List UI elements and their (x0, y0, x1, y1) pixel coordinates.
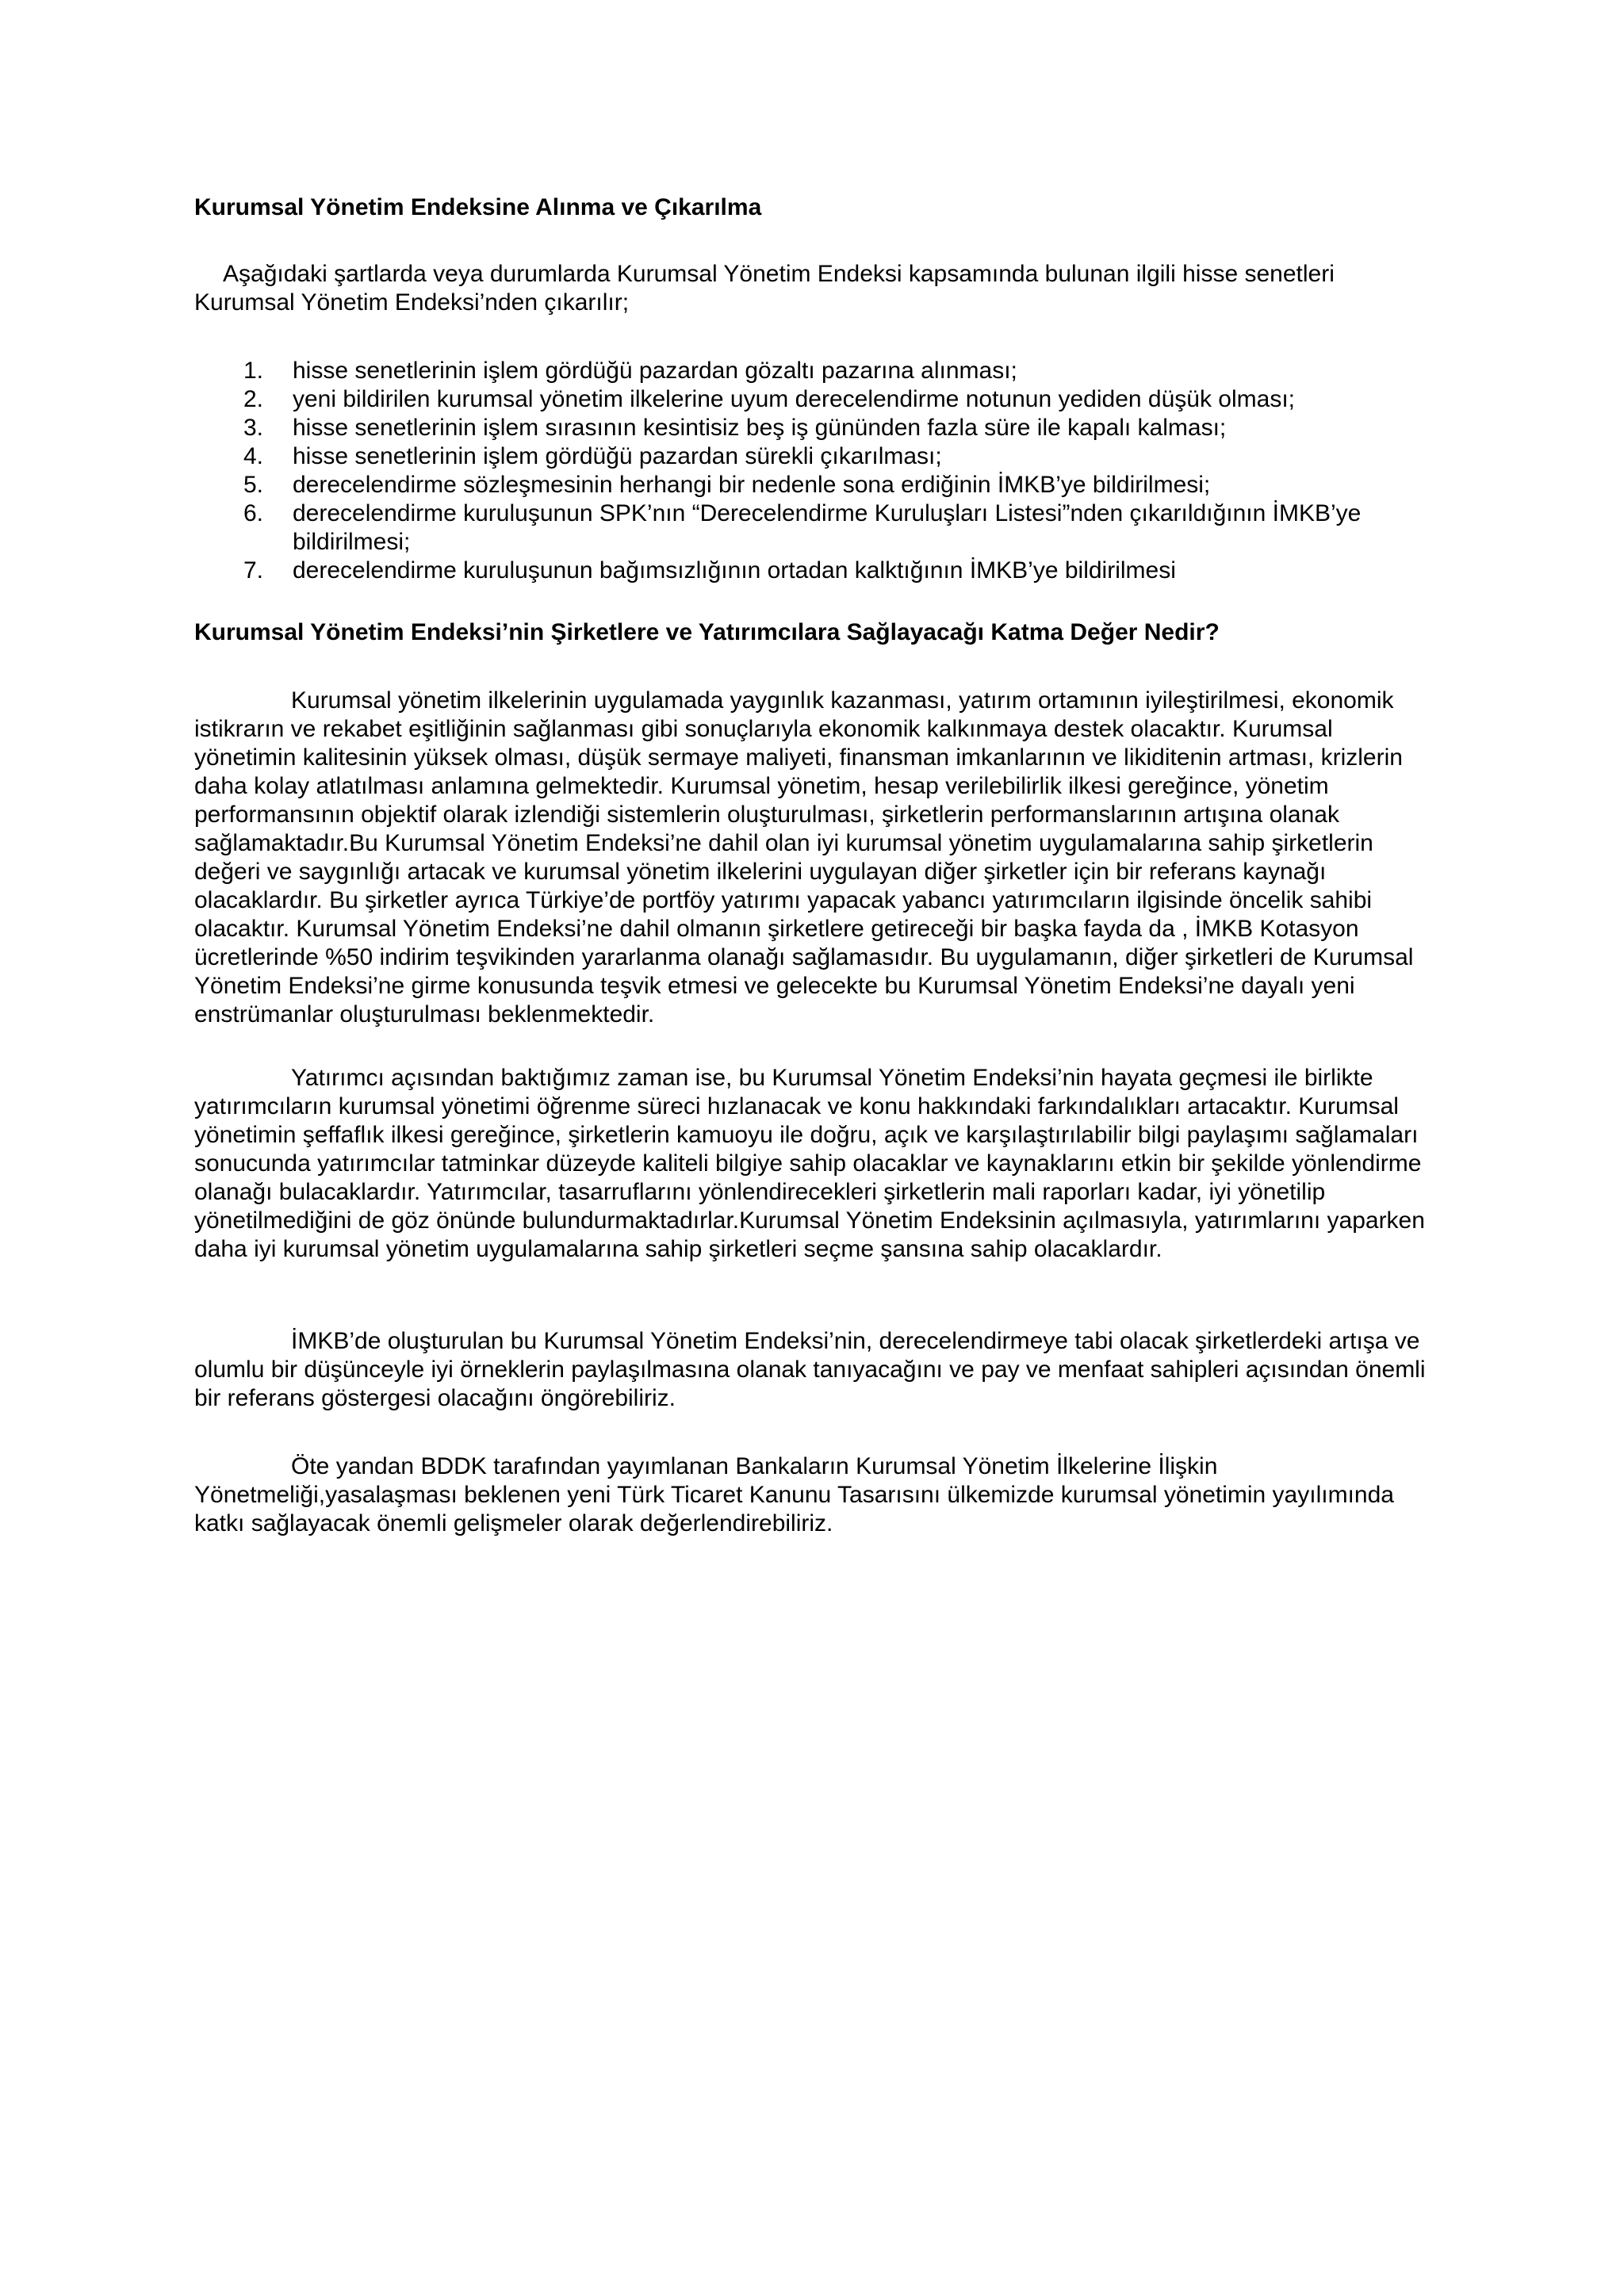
list-number: 6. (243, 500, 264, 526)
list-item (194, 471, 1439, 499)
list-number: 3. (243, 415, 264, 441)
list-number: 4. (243, 443, 264, 469)
list-item (194, 414, 1439, 442)
body-paragraph: Öte yandan BDDK tarafından yayımlanan Bankaların Kurumsal Yönetim İlkelerine İlişkin Yönetmeliği,yasalaşması beklenen yeni Türk Ticaret Kanunu Tasarısını ülkemizde kurumsal yönetimin yayılımında katkı sağlayacak önemli gelişmeler olarak değerlendirebiliriz. (194, 1453, 1394, 1536)
list-number: 1. (243, 358, 264, 384)
list-item (194, 557, 1439, 585)
list-item-text: yeni bildirilen kurumsal yönetim ilkelerine uyum derecelendirme notunun yediden düşük olması; (293, 386, 1295, 412)
list-item (194, 442, 1439, 471)
list-number: 7. (243, 557, 264, 584)
list-number: 2. (243, 386, 264, 412)
list-item-text: derecelendirme kuruluşunun bağımsızlığının ortadan kalktığının İMKB’ye bildirilmesi (293, 557, 1176, 584)
list-item-text: derecelendirme kuruluşunun SPK’nın “Derecelendirme Kuruluşları Listesi”nden çıkarıldığının İMKB’ye bildirilmesi; (293, 500, 1362, 555)
section-heading-index-inclusion: Kurumsal Yönetim Endeksine Alınma ve Çıkarılma (194, 194, 762, 220)
list-item (194, 499, 1439, 557)
list-item (194, 385, 1439, 414)
section-heading-added-value: Kurumsal Yönetim Endeksi’nin Şirketlere ve Yatırımcılara Sağlayacağı Katma Değer Nedir? (194, 619, 1220, 645)
intro-paragraph: Aşağıdaki şartlarda veya durumlarda Kurumsal Yönetim Endeksi kapsamında bulunan ilgili hisse senetleri Kurumsal Yönetim Endeksi’nden çıkarılır; (194, 261, 1335, 316)
body-paragraph: İMKB’de oluşturulan bu Kurumsal Yönetim Endeksi’nin, derecelendirmeye tabi olacak şirketlerdeki artışa ve olumlu bir düşünceyle iyi örneklerin paylaşılmasına olanak tanıyacağını ve pay ve menfaat sahipleri açısından önemli bir referans göstergesi olacağını öngörebiliriz. (194, 1328, 1426, 1411)
list-item-text: hisse senetlerinin işlem sırasının kesintisiz beş iş gününden fazla süre ile kapalı kalması; (293, 415, 1227, 441)
list-item-text: hisse senetlerinin işlem gördüğü pazardan sürekli çıkarılması; (293, 443, 942, 469)
list-item (194, 357, 1439, 385)
list-number: 5. (243, 472, 264, 498)
list-item-text: derecelendirme sözleşmesinin herhangi bir nedenle sona erdiğinin İMKB’ye bildirilmesi; (293, 472, 1211, 498)
list-item-text: hisse senetlerinin işlem gördüğü pazardan gözaltı pazarına alınması; (293, 358, 1017, 384)
body-paragraph: Yatırımcı açısından baktığımız zaman ise, bu Kurumsal Yönetim Endeksi’nin hayata geçmesi ile birlikte yatırımcıların kurumsal yönetimi öğrenme süreci hızlanacak ve konu hakkındaki farkındalıkları artacaktır. Kurumsal yönetimin şeffaflık ilkesi gereğince, şirketlerin kamuoyu ile doğru, açık ve karşılaştırılabilir bilgi paylaşımı sağlamaları sonucunda yatırımcılar tatminkar düzeyde kaliteli bilgiye sahip olacaklar ve kaynaklarını etkin bir şekilde yönlendirme olanağı bulacaklardır. Yatırımcılar, tasarruflarını yönlendirecekleri şirketlerin mali raporları kadar, iyi yönetilip yönetilmediğini de göz önünde bulundurmaktadırlar.Kurumsal Yönetim Endeksinin açılmasıyla, yatırımlarını yaparken daha iyi kurumsal yönetim uygulamalarına sahip şirketleri seçme şansına sahip olacaklardır. (194, 1065, 1425, 1262)
removal-criteria-list (194, 357, 1439, 585)
body-paragraph: Kurumsal yönetim ilkelerinin uygulamada yaygınlık kazanması, yatırım ortamının iyileştirilmesi, ekonomik istikrarın ve rekabet eşitliğinin sağlanması gibi sonuçlarıyla ekonomik kalkınmaya destek olacaktır. Kurumsal yönetimin kalitesinin yüksek olması, düşük sermaye maliyeti, finansman imkanlarının ve likiditenin artması, krizlerin daha kolay atlatılması anlamına gelmektedir. Kurumsal yönetim, hesap verilebilirlik ilkesi gereğince, yönetim performansının objektif olarak izlendiği sistemlerin oluşturulması, şirketlerin performanslarının artışına olanak sağlamaktadır.Bu Kurumsal Yönetim Endeksi’ne dahil olan iyi kurumsal yönetim uygulamalarına sahip şirketlerin değeri ve saygınlığı artacak ve kurumsal yönetim ilkelerini uygulayan diğer şirketler için bir referans kaynağı olacaklardır. Bu şirketler ayrıca Türkiye’de portföy yatırımı yapacak yabancı yatırımcıların ilgisinde öncelik sahibi olacaktır. Kurumsal Yönetim Endeksi’ne dahil olmanın şirketlere getireceği bir başka fayda da , İMKB Kotasyon ücretlerinde %50 indirim teşvikinden yararlanma olanağı sağlamasıdır. Bu uygulamanın, diğer şirketleri de Kurumsal Yönetim Endeksi’ne girme konusunda teşvik etmesi ve gelecekte bu Kurumsal Yönetim Endeksi’ne dayalı yeni enstrümanlar oluşturulması beklenmektedir. (194, 687, 1414, 1027)
